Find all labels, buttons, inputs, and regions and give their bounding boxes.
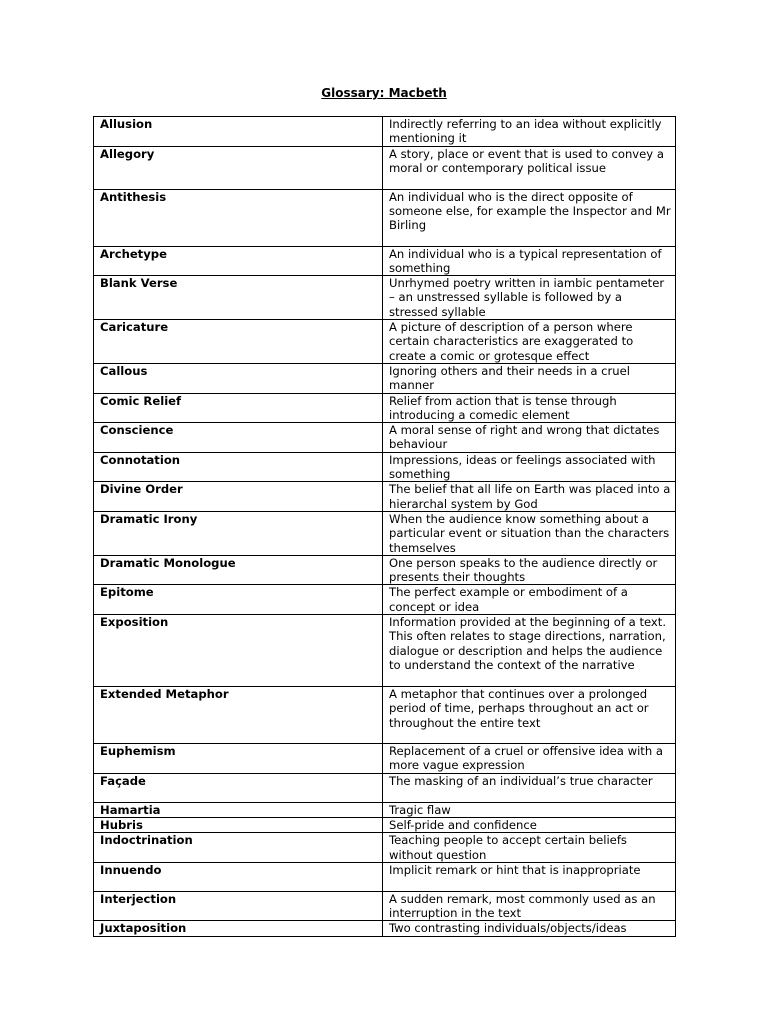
glossary-term: Caricature (94, 320, 383, 364)
glossary-definition: Relief from action that is tense through introducing a comedic element (383, 393, 676, 423)
table-row (94, 744, 676, 774)
table-row (94, 320, 676, 364)
glossary-term: Exposition (94, 615, 383, 687)
glossary-term: Allegory (94, 146, 383, 189)
table-row (94, 363, 676, 393)
glossary-definition: Information provided at the beginning of a text. This often relates to stage directions, narration, dialogue or description and helps the audience to understand the context of the narrative (383, 615, 676, 687)
glossary-term: Callous (94, 363, 383, 393)
glossary-term: Hamartia (94, 802, 383, 817)
glossary-term: Connotation (94, 452, 383, 482)
glossary-term: Indoctrination (94, 833, 383, 863)
glossary-definition: The belief that all life on Earth was placed into a hierarchal system by God (383, 482, 676, 512)
glossary-term: Blank Verse (94, 276, 383, 320)
table-row (94, 862, 676, 891)
glossary-term: Archetype (94, 246, 383, 276)
table-row (94, 246, 676, 276)
glossary-definition: A story, place or event that is used to convey a moral or contemporary political issue (383, 146, 676, 189)
glossary-term: Divine Order (94, 482, 383, 512)
table-row (94, 615, 676, 687)
table-row (94, 555, 676, 585)
glossary-definition: Two contrasting individuals/objects/ideas (383, 921, 676, 936)
glossary-term: Juxtaposition (94, 921, 383, 936)
glossary-term: Conscience (94, 423, 383, 453)
table-row (94, 511, 676, 555)
glossary-term: Dramatic Irony (94, 511, 383, 555)
glossary-definition: Self-pride and confidence (383, 817, 676, 832)
table-row (94, 117, 676, 147)
glossary-definition: Teaching people to accept certain beliefs without question (383, 833, 676, 863)
glossary-term: Dramatic Monologue (94, 555, 383, 585)
table-row (94, 276, 676, 320)
glossary-definition: When the audience know something about a particular event or situation than the characters themselves (383, 511, 676, 555)
table-row (94, 833, 676, 863)
glossary-definition: Replacement of a cruel or offensive idea with a more vague expression (383, 744, 676, 774)
table-row (94, 423, 676, 453)
glossary-term: Euphemism (94, 744, 383, 774)
glossary-term: Innuendo (94, 862, 383, 891)
table-row (94, 802, 676, 817)
glossary-definition: A picture of description of a person where certain characteristics are exaggerated to create a comic or grotesque effect (383, 320, 676, 364)
table-row (94, 146, 676, 189)
glossary-definition: A moral sense of right and wrong that dictates behaviour (383, 423, 676, 453)
table-row (94, 189, 676, 246)
glossary-definition: An individual who is a typical representation of something (383, 246, 676, 276)
glossary-term: Allusion (94, 117, 383, 147)
glossary-definition: Unrhymed poetry written in iambic pentameter – an unstressed syllable is followed by a stressed syllable (383, 276, 676, 320)
glossary-definition: A sudden remark, most commonly used as an interruption in the text (383, 891, 676, 921)
table-row (94, 687, 676, 744)
table-row (94, 921, 676, 936)
glossary-definition: One person speaks to the audience directly or presents their thoughts (383, 555, 676, 585)
table-row (94, 585, 676, 615)
glossary-term: Epitome (94, 585, 383, 615)
glossary-definition: An individual who is the direct opposite of someone else, for example the Inspector and Mr Birling (383, 189, 676, 246)
document-title: Glossary: Macbeth (321, 86, 447, 100)
table-row (94, 891, 676, 921)
glossary-term: Extended Metaphor (94, 687, 383, 744)
glossary-definition: A metaphor that continues over a prolonged period of time, perhaps throughout an act or throughout the entire text (383, 687, 676, 744)
table-row (94, 773, 676, 802)
table-row (94, 452, 676, 482)
glossary-definition: Impressions, ideas or feelings associated with something (383, 452, 676, 482)
table-row (94, 393, 676, 423)
glossary-definition: Ignoring others and their needs in a cruel manner (383, 363, 676, 393)
glossary-term: Façade (94, 773, 383, 802)
glossary-definition: Indirectly referring to an idea without explicitly mentioning it (383, 117, 676, 147)
glossary-term: Antithesis (94, 189, 383, 246)
glossary-table (93, 116, 676, 937)
glossary-term: Hubris (94, 817, 383, 832)
glossary-term: Interjection (94, 891, 383, 921)
glossary-definition: Implicit remark or hint that is inappropriate (383, 862, 676, 891)
glossary-definition: The perfect example or embodiment of a concept or idea (383, 585, 676, 615)
glossary-term: Comic Relief (94, 393, 383, 423)
glossary-definition: Tragic flaw (383, 802, 676, 817)
table-row (94, 482, 676, 512)
table-row (94, 817, 676, 832)
glossary-definition: The masking of an individual’s true character (383, 773, 676, 802)
